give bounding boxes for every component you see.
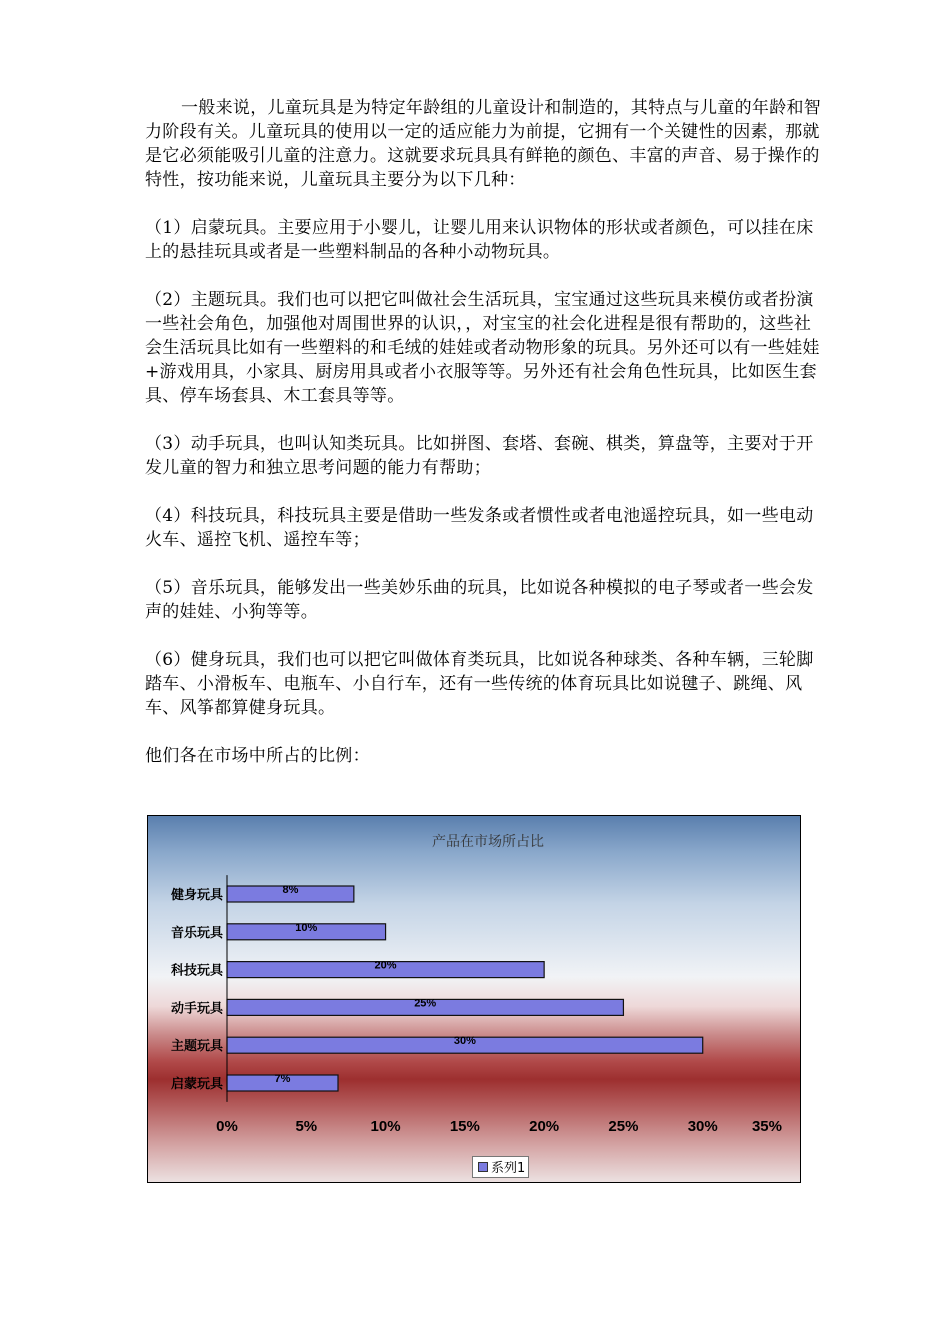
bar-data-label: 30% <box>453 1035 476 1048</box>
category-label: 启蒙玩具 <box>170 1077 223 1092</box>
article-text <box>145 96 825 792</box>
category-label: 动手玩具 <box>170 1001 223 1017</box>
category-label: 主题玩具 <box>170 1039 223 1055</box>
legend-series-label: 系列1 <box>491 1161 526 1176</box>
paragraph-theme-toys: （2）主题玩具。我们也可以把它叫做社会生活玩具，宝宝通过这些玩具来模仿或者扮演一些社会角色，加强他对周围世界的认识，，对宝宝的社会化进程是很有帮助的，这些社会生活玩具比如有一些塑料的和毛绒的娃娃或者动物形象的玩具。另外还可以有一些娃娃+游戏用具，小家具、厨房用具或者小衣服等等。另外还有社会角色性玩具，比如医生套具、停车场套具、木工套具等等。 <box>145 290 820 406</box>
x-tick-label: 30% <box>687 1118 718 1135</box>
x-tick-label: 15% <box>449 1118 480 1135</box>
paragraph-enlightenment-toys: （1）启蒙玩具。主要应用于小婴儿，让婴儿用来认识物体的形状或者颜色，可以挂在床上的悬挂玩具或者是一些塑料制品的各种小动物玩具。 <box>145 218 814 262</box>
x-tick-label: 5% <box>295 1118 318 1135</box>
x-tick-label: 35% <box>751 1118 782 1135</box>
paragraph-tech-toys: （4）科技玩具，科技玩具主要是借助一些发条或者惯性或者电池遥控玩具，如一些电动火车、遥控飞机、遥控车等； <box>145 506 814 550</box>
legend-swatch <box>478 1162 488 1172</box>
x-tick-label: 20% <box>529 1118 560 1135</box>
x-tick-label: 10% <box>370 1118 401 1135</box>
chart-legend <box>472 1156 529 1178</box>
bar-data-label: 8% <box>282 884 299 896</box>
bars-layer <box>170 875 782 1135</box>
paragraph-fitness-toys: （6）健身玩具，我们也可以把它叫做体育类玩具，比如说各种球类、各种车辆，三轮脚踏车、小滑板车、电瓶车、小自行车，还有一些传统的体育玩具比如说毽子、跳绳、风车、风筝都算健身玩具。 <box>145 650 814 718</box>
bar-data-label: 25% <box>414 997 437 1010</box>
intro-paragraph: 一般来说，儿童玩具是为特定年龄组的儿童设计和制造的，其特点与儿童的年龄和智力阶段有关。儿童玩具的使用以一定的适应能力为前提，它拥有一个关键性的因素，那就是它必须能吸引儿童的注意力。这就要求玩具具有鲜艳的颜色、丰富的声音、易于操作的特性，按功能来说，儿童玩具主要分为以下几种： <box>145 98 822 190</box>
category-label: 科技玩具 <box>170 963 223 979</box>
x-tick-label: 0% <box>216 1118 238 1135</box>
category-label: 健身玩具 <box>170 888 223 903</box>
paragraph-hands-on-toys: （3）动手玩具，也叫认知类玩具。比如拼图、套塔、套碗、棋类，算盘等，主要对于开发儿童的智力和独立思考问题的能力有帮助； <box>145 434 814 478</box>
market-share-chart <box>147 815 801 1183</box>
category-label: 音乐玩具 <box>170 925 223 941</box>
chart-canvas <box>148 816 801 1183</box>
chart-intro-line: 他们各在市场中所占的比例： <box>145 746 370 766</box>
bar-data-label: 7% <box>274 1073 291 1085</box>
bar-data-label: 20% <box>374 959 397 972</box>
paragraph-music-toys: （5）音乐玩具，能够发出一些美妙乐曲的玩具，比如说各种模拟的电子琴或者一些会发声的娃娃、小狗等等。 <box>145 578 814 622</box>
bar-data-label: 10% <box>295 921 318 934</box>
chart-title: 产品在市场所占比 <box>432 834 544 850</box>
x-tick-label: 25% <box>608 1118 639 1135</box>
